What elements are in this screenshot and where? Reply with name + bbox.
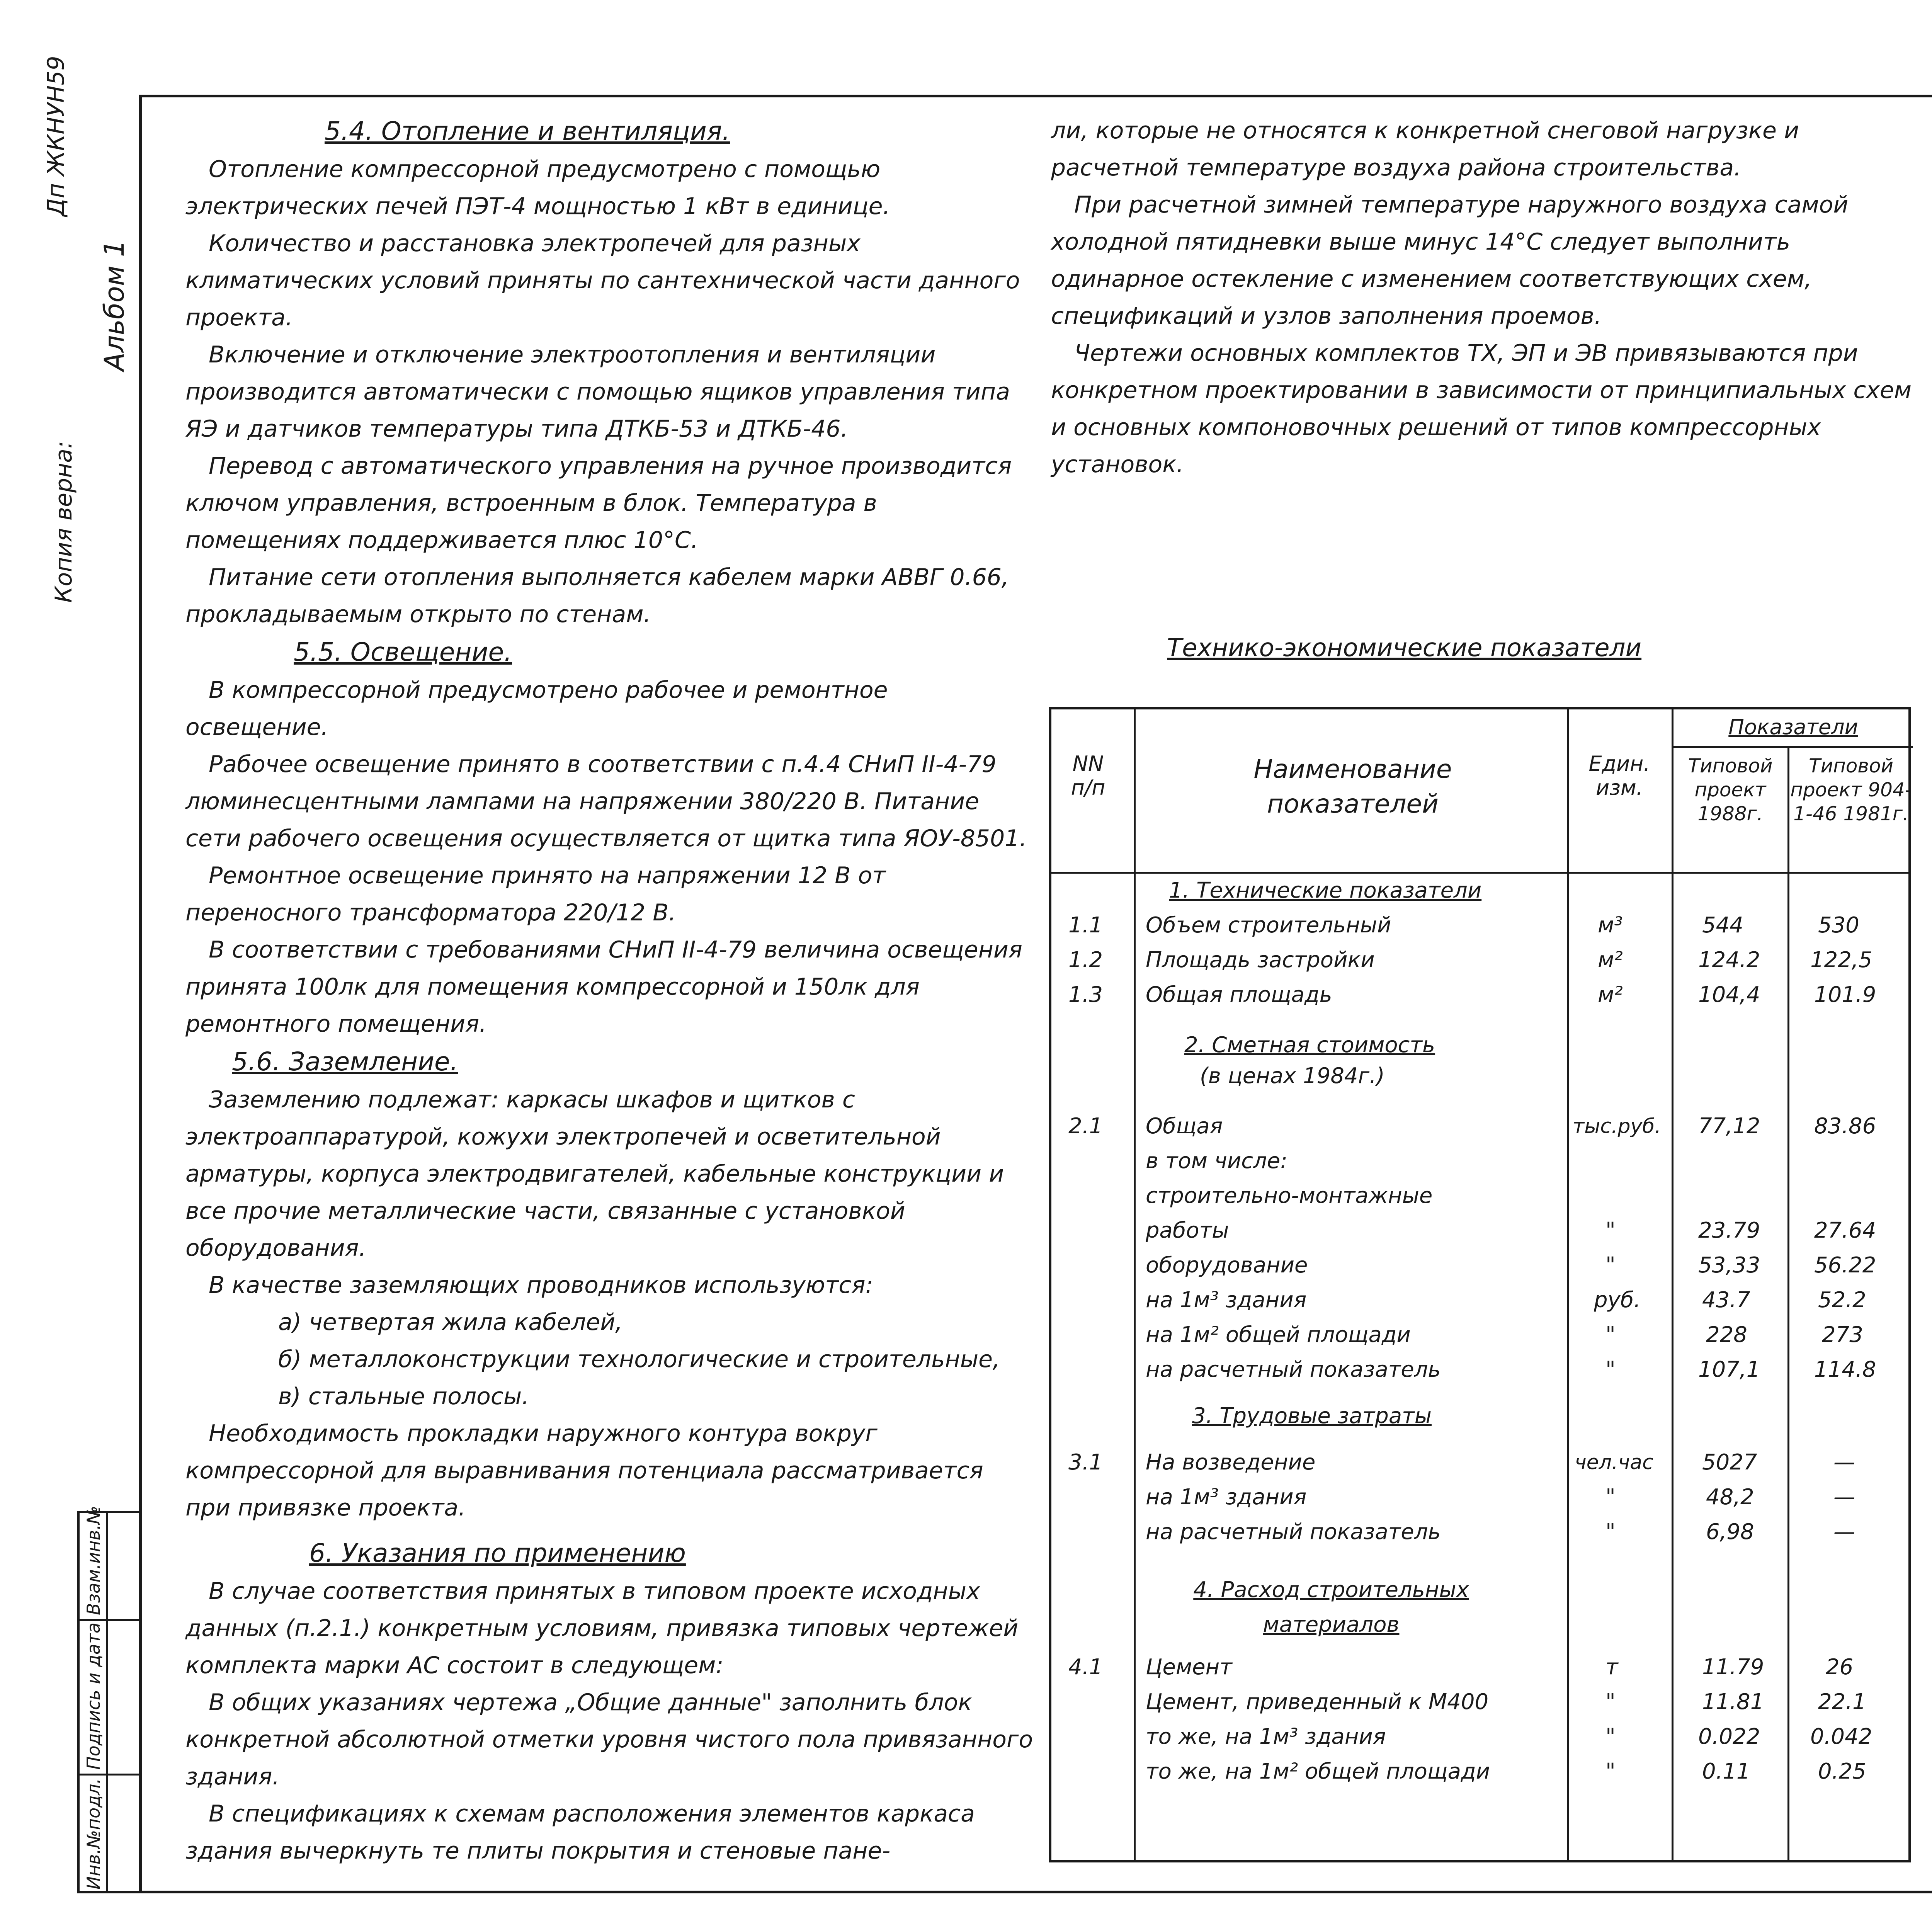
s56-list-item-c: в) стальные полосы. [278,1383,529,1410]
row-3-1-num: 3.1 [1068,1450,1103,1475]
row-2-1-unit: тыс.руб. [1573,1115,1661,1138]
row-4-1-unit: т [1605,1655,1618,1680]
s56-paragraph-1: Заземлению подлежат: каркасы шкафов и щитков с электроаппаратурой, кожухи электропечей и осветительной арматуры, корпуса электродвигателей, кабельные конструкции и все прочие металлические части, связанные с установкой оборудования. [185,1086,1004,1262]
row-1-1-v2: 530 [1818,913,1859,938]
section-5-4-title: 5.4. Отопление и вентиляция. [325,116,730,146]
header-group: Показатели [1728,715,1858,739]
row-2-1-v1: 77,12 [1698,1114,1760,1139]
row-4-1-m2-v2: 0.25 [1818,1759,1866,1784]
row-3-1-calc-v2: — [1833,1519,1855,1544]
row-4-1-m400-v2: 22.1 [1818,1689,1866,1714]
row-equipment-v2: 56.22 [1814,1253,1876,1278]
row-per-m2-unit: " [1605,1322,1616,1347]
margin-label-copy: Копия верна: [50,440,77,603]
row-4-1-m400-unit: " [1605,1689,1616,1714]
row-2-1-v2: 83.86 [1814,1114,1876,1139]
row-4-1-v2: 26 [1826,1655,1854,1680]
row-per-m3-unit: руб. [1594,1287,1641,1313]
s56-list-item-b: б) металлоконструкции технологические и строительные, [278,1346,1000,1373]
row-1-2-unit: м² [1598,947,1623,973]
section-6-title: 6. Указания по применению [309,1538,686,1568]
section-cost-sub: (в ценах 1984г.) [1200,1063,1385,1088]
row-per-m3-v1: 43.7 [1702,1287,1750,1313]
row-3-1-name: На возведение [1146,1450,1316,1475]
section-technical: 1. Технические показатели [1169,878,1482,903]
margin-label-album-code: Дп ЖКНУН59 [43,56,70,216]
col2-paragraph-1: ли, которые не относятся к конкретной снеговой нагрузке и расчетной температуре воздуха района строительства. [1051,117,1799,181]
row-2-1-smr: строительно-монтажные [1146,1183,1433,1208]
row-equipment-v1: 53,33 [1698,1253,1760,1278]
header-nn: NN п/п [1071,752,1105,800]
row-4-1-num: 4.1 [1068,1655,1103,1680]
row-4-1-m3-v1: 0.022 [1698,1724,1760,1749]
row-per-m2-name: на 1м² общей площади [1146,1322,1411,1347]
row-4-1-m3-unit: " [1605,1724,1616,1749]
row-equipment-unit: " [1605,1253,1616,1278]
header-project-1988: Типовой проект 1988г. [1688,755,1773,825]
row-works-name: работы [1146,1218,1229,1243]
s55-paragraph-1: В компрессорной предусмотрено рабочее и ремонтное освещение. [185,677,888,741]
row-works-unit: " [1605,1218,1616,1243]
row-per-calc-unit: " [1605,1357,1616,1382]
row-3-1-m3-v2: — [1833,1485,1855,1510]
row-3-1-v1: 5027 [1702,1450,1757,1475]
section-materials: 4. Расход строительных материалов [1193,1577,1469,1637]
s54-paragraph-1: Отопление компрессорной предусмотрено с помощью электрических печей ПЭТ-4 мощностью 1 кВт в единице. [185,156,890,220]
row-3-1-v2: — [1833,1450,1855,1475]
section-cost: 2. Сметная стоимость [1184,1032,1435,1058]
row-3-1-m3-unit: " [1605,1485,1616,1510]
s54-paragraph-3: Включение и отключение электроотопления и вентиляции производится автоматически с помощью ящиков управления типа ЯЭ и датчиков температуры типа ДТКБ-53 и ДТКБ-46. [185,341,1010,442]
header-name: Наименование показателей [1253,754,1452,819]
row-4-1-m400-name: Цемент, приведенный к М400 [1146,1689,1489,1714]
s55-paragraph-3: Ремонтное освещение принято на напряжении 12 В от переносного трансформатора 220/12 В. [185,862,886,926]
row-per-m2-v1: 228 [1706,1322,1747,1347]
row-per-m3-v2: 52.2 [1818,1287,1866,1313]
row-1-3-name: Общая площадь [1146,982,1332,1007]
header-unit: Един. изм. [1588,752,1650,800]
table-title: Технико-экономические показатели [1167,634,1642,662]
s55-paragraph-4: В соответствии с требованиями СНиП II-4-79 величина освещения принята 100лк для помещения компрессорной и 150лк для ремонтного помещения. [185,936,1023,1037]
row-3-1-m3-name: на 1м³ здания [1146,1485,1307,1510]
row-4-1-m3-v2: 0.042 [1810,1724,1872,1749]
stamp-label-inv-original: Инв.№подл. [83,1778,104,1889]
s54-paragraph-2: Количество и расстановка электропечей для разных климатических условий приняты по сантехнической части данного проекта. [185,230,1020,331]
s54-paragraph-4: Перевод с автоматического управления на ручное производится ключом управления, встроенным в блок. Температура в помещениях поддерживается плюс 10°С. [185,452,1012,554]
row-per-calc-name: на расчетный показатель [1146,1357,1441,1382]
row-1-2-v2: 122,5 [1810,947,1872,973]
row-4-1-m400-v1: 11.81 [1702,1689,1764,1714]
s6-paragraph-3: В спецификациях к схемам расположения элементов каркаса здания вычеркнуть те плиты покрытия и стеновые пане- [185,1800,975,1864]
row-1-3-unit: м² [1598,982,1623,1007]
row-1-3-v2: 101.9 [1814,982,1876,1007]
row-works-v2: 27.64 [1814,1218,1876,1243]
row-1-3-num: 1.3 [1068,982,1103,1007]
stamp-label-replacement-inv: Взам.инв.№ [83,1505,104,1615]
row-equipment-name: оборудование [1146,1253,1308,1278]
row-4-1-v1: 11.79 [1702,1655,1764,1680]
row-1-2-num: 1.2 [1068,947,1103,973]
col2-paragraph-2: При расчетной зимней температуре наружного воздуха самой холодной пятидневки выше минус 14°С следует выполнить одинарное остекление с изменением соответствующих схем, спецификаций и узлов заполнения проемов. [1051,191,1849,330]
s54-paragraph-5: Питание сети отопления выполняется кабелем марки АВВГ 0.66, прокладываемым открыто по стенам. [185,564,1009,628]
row-per-m2-v2: 273 [1822,1322,1863,1347]
s56-paragraph-2: В качестве заземляющих проводников используются: [209,1272,873,1299]
row-3-1-m3-v1: 48,2 [1706,1485,1754,1510]
row-2-1-num: 2.1 [1068,1114,1103,1139]
column-1 [185,112,1036,1869]
row-4-1-m2-name: то же, на 1м² общей площади [1146,1759,1490,1784]
row-per-calc-v1: 107,1 [1698,1357,1760,1382]
row-4-1-m3-name: то же, на 1м³ здания [1146,1724,1386,1749]
s6-paragraph-1: В случае соответствия принятых в типовом проекте исходных данных (п.2.1.) конкретным условиям, привязка типовых чертежей комплекта марки АС состоит в следующем: [185,1578,1019,1679]
section-labor: 3. Трудовые затраты [1192,1403,1432,1429]
s56-list-item-a: а) четвертая жила кабелей, [278,1309,623,1336]
row-per-calc-v2: 114.8 [1814,1357,1876,1382]
s55-paragraph-2: Рабочее освещение принято в соответствии с п.4.4 СНиП II-4-79 люминесцентными лампами на напряжении 380/220 В. Питание сети рабочего освещения осуществляется от щитка типа ЯОУ-8501. [185,751,1027,852]
row-per-m3-name: на 1м³ здания [1146,1287,1307,1313]
row-3-1-calc-name: на расчетный показатель [1146,1519,1441,1544]
section-5-5-title: 5.5. Освещение. [294,637,512,667]
row-1-1-name: Объем строительный [1146,913,1391,938]
col2-paragraph-3: Чертежи основных комплектов ТХ, ЭП и ЭВ привязываются при конкретном проектировании в зависимости от принципиальных схем и основных компоновочных решений от типов компрессорных установок. [1051,340,1912,478]
row-1-2-v1: 124.2 [1698,947,1760,973]
section-5-6-title: 5.6. Заземление. [232,1047,458,1077]
row-4-1-m2-unit: " [1605,1759,1616,1784]
row-works-v1: 23.79 [1698,1218,1760,1243]
row-4-1-m2-v1: 0.11 [1702,1759,1750,1784]
row-1-1-unit: м³ [1598,913,1623,938]
row-4-1-name: Цемент [1146,1655,1232,1680]
row-3-1-calc-v1: 6,98 [1706,1519,1754,1544]
column-2-text [1051,112,1924,483]
table-1-body [1049,707,1911,1862]
row-1-1-num: 1.1 [1068,913,1103,938]
row-2-1-incl: в том числе: [1146,1148,1288,1173]
row-1-1-v1: 544 [1702,913,1743,938]
s56-paragraph-3: Необходимость прокладки наружного контура вокруг компрессорной для выравнивания потенциала рассматривается при привязке проекта. [185,1420,983,1521]
row-1-3-v1: 104,4 [1698,982,1760,1007]
s6-paragraph-2: В общих указаниях чертежа „Общие данные" заполнить блок конкретной абсолютной отметки уровня чистого пола привязанного здания. [185,1689,1033,1790]
header-project-1981: Типовой проект 904-1-46 1981г. [1790,755,1912,825]
row-1-2-name: Площадь застройки [1146,947,1375,973]
row-3-1-unit: чел.час [1575,1451,1653,1474]
row-2-1-name: Общая [1146,1114,1223,1139]
margin-label-album: Альбом 1 [99,240,130,371]
row-3-1-calc-unit: " [1605,1519,1616,1544]
stamp-label-signature-date: Подпись и дата [83,1622,104,1770]
